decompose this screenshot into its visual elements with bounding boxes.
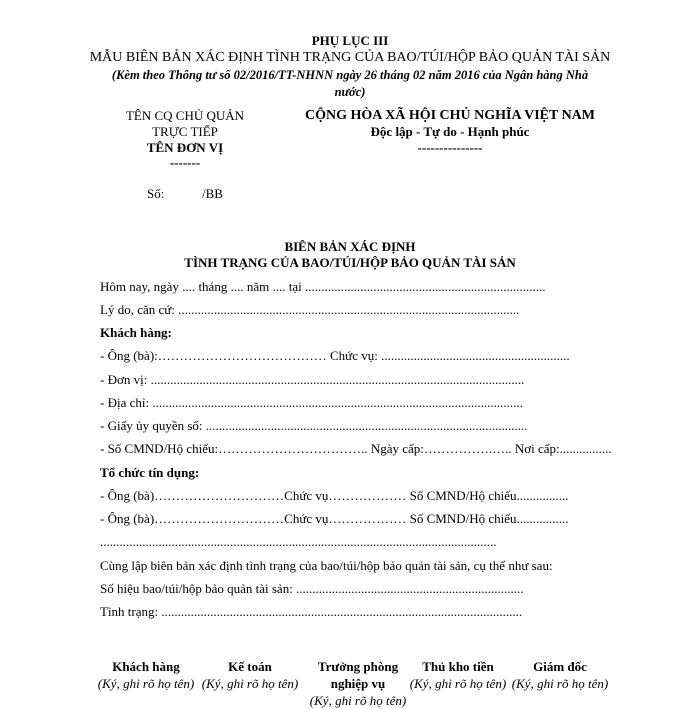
signature-title: Giám đốc bbox=[533, 659, 587, 674]
customer-address-line: - Địa chỉ: .................................................................................................................. bbox=[100, 395, 523, 410]
document-title-line1: BIÊN BẢN XÁC ĐỊNH bbox=[284, 239, 416, 254]
bag-number-line: Số hiệu bao/túi/hộp bảo quản tài sản: ...................................................................... bbox=[100, 581, 524, 596]
signature-vault-keeper bbox=[408, 658, 508, 692]
signature-department-head bbox=[303, 658, 413, 709]
signature-director bbox=[510, 658, 610, 692]
customer-unit-line: - Đơn vị: ................................................................................................................... bbox=[100, 372, 525, 387]
signature-note: (Ký, ghi rõ họ tên) bbox=[409, 676, 507, 691]
customer-id-line: - Số CMND/Hộ chiếu:…………………………….. Ngày cấp:…………….….. Nơi cấp:................ bbox=[100, 441, 612, 456]
credit-institution-person1-line: - Ông (bà)…………………………Chức vụ……………… Số CMND/Hộ chiếu................ bbox=[100, 488, 569, 503]
signature-customer bbox=[96, 658, 196, 692]
signature-title: Khách hàng bbox=[112, 659, 180, 674]
signature-title: Thủ kho tiền bbox=[422, 659, 494, 674]
credit-institution-heading: Tổ chức tín dụng: bbox=[100, 465, 200, 480]
signature-title: Trưởng phòng nghiệp vụ bbox=[317, 659, 399, 691]
reason-line: Lý do, căn cứ: ......................................................................................................... bbox=[100, 302, 520, 317]
left-header-divider: ------- bbox=[169, 155, 201, 170]
attachment-note-line2: nước) bbox=[334, 85, 366, 99]
unit-name: TÊN ĐƠN VỊ bbox=[146, 140, 224, 155]
customer-heading: Khách hàng: bbox=[100, 325, 172, 340]
signature-accountant bbox=[200, 658, 300, 692]
parent-agency-line2: TRỰC TIẾP bbox=[152, 124, 218, 139]
credit-institution-person2-line: - Ông (bà)…………………………Chức vụ……………… Số CMND/Hộ chiếu................ bbox=[100, 511, 569, 526]
parent-agency-line1: TÊN CQ CHỦ QUẢN bbox=[125, 108, 245, 123]
blank-dotted-line: .......................................................................................................................... bbox=[100, 534, 497, 549]
customer-authorization-line: - Giấy ủy quyền số: ................................................................................................... bbox=[100, 418, 528, 433]
national-motto: Độc lập - Tự do - Hạnh phúc bbox=[370, 124, 530, 139]
document-title-line2: TÌNH TRẠNG CỦA BAO/TÚI/HỘP BẢO QUẢN TÀI SẢN bbox=[184, 255, 516, 270]
status-line: Tình trạng: ............................................................................................................... bbox=[100, 604, 523, 619]
document-number-suffix: /BB bbox=[202, 186, 223, 201]
date-place-line: Hôm nay, ngày .... tháng .... năm .... tại .......................................................................... bbox=[100, 279, 546, 294]
signature-note: (Ký, ghi rõ họ tên) bbox=[511, 676, 609, 691]
joint-record-line: Cùng lập biên bản xác định tình trạng của bao/túi/hộp bảo quản tài sản, cụ thể như sau: bbox=[100, 558, 553, 573]
signature-note: (Ký, ghi rõ họ tên) bbox=[201, 676, 299, 691]
right-header-divider: --------------- bbox=[417, 140, 483, 155]
document-number-label: Số: bbox=[147, 186, 165, 201]
appendix-label: PHỤ LỤC III bbox=[311, 33, 389, 48]
template-title: MẪU BIÊN BẢN XÁC ĐỊNH TÌNH TRẠNG CỦA BAO/TÚI/HỘP BẢO QUẢN TÀI SẢN bbox=[89, 50, 611, 65]
signature-note: (Ký, ghi rõ họ tên) bbox=[97, 676, 195, 691]
country-name: CỘNG HÒA XÃ HỘI CHỦ NGHĨA VIỆT NAM bbox=[304, 108, 595, 123]
attachment-note-line1: (Kèm theo Thông tư số 02/2016/TT-NHNN ngày 26 tháng 02 năm 2016 của Ngân hàng Nhà bbox=[111, 68, 589, 82]
signature-title: Kế toán bbox=[228, 659, 272, 674]
signature-note: (Ký, ghi rõ họ tên) bbox=[309, 693, 407, 708]
customer-name-line: - Ông (bà):………………………………… Chức vụ: .......................................................... bbox=[100, 348, 570, 363]
